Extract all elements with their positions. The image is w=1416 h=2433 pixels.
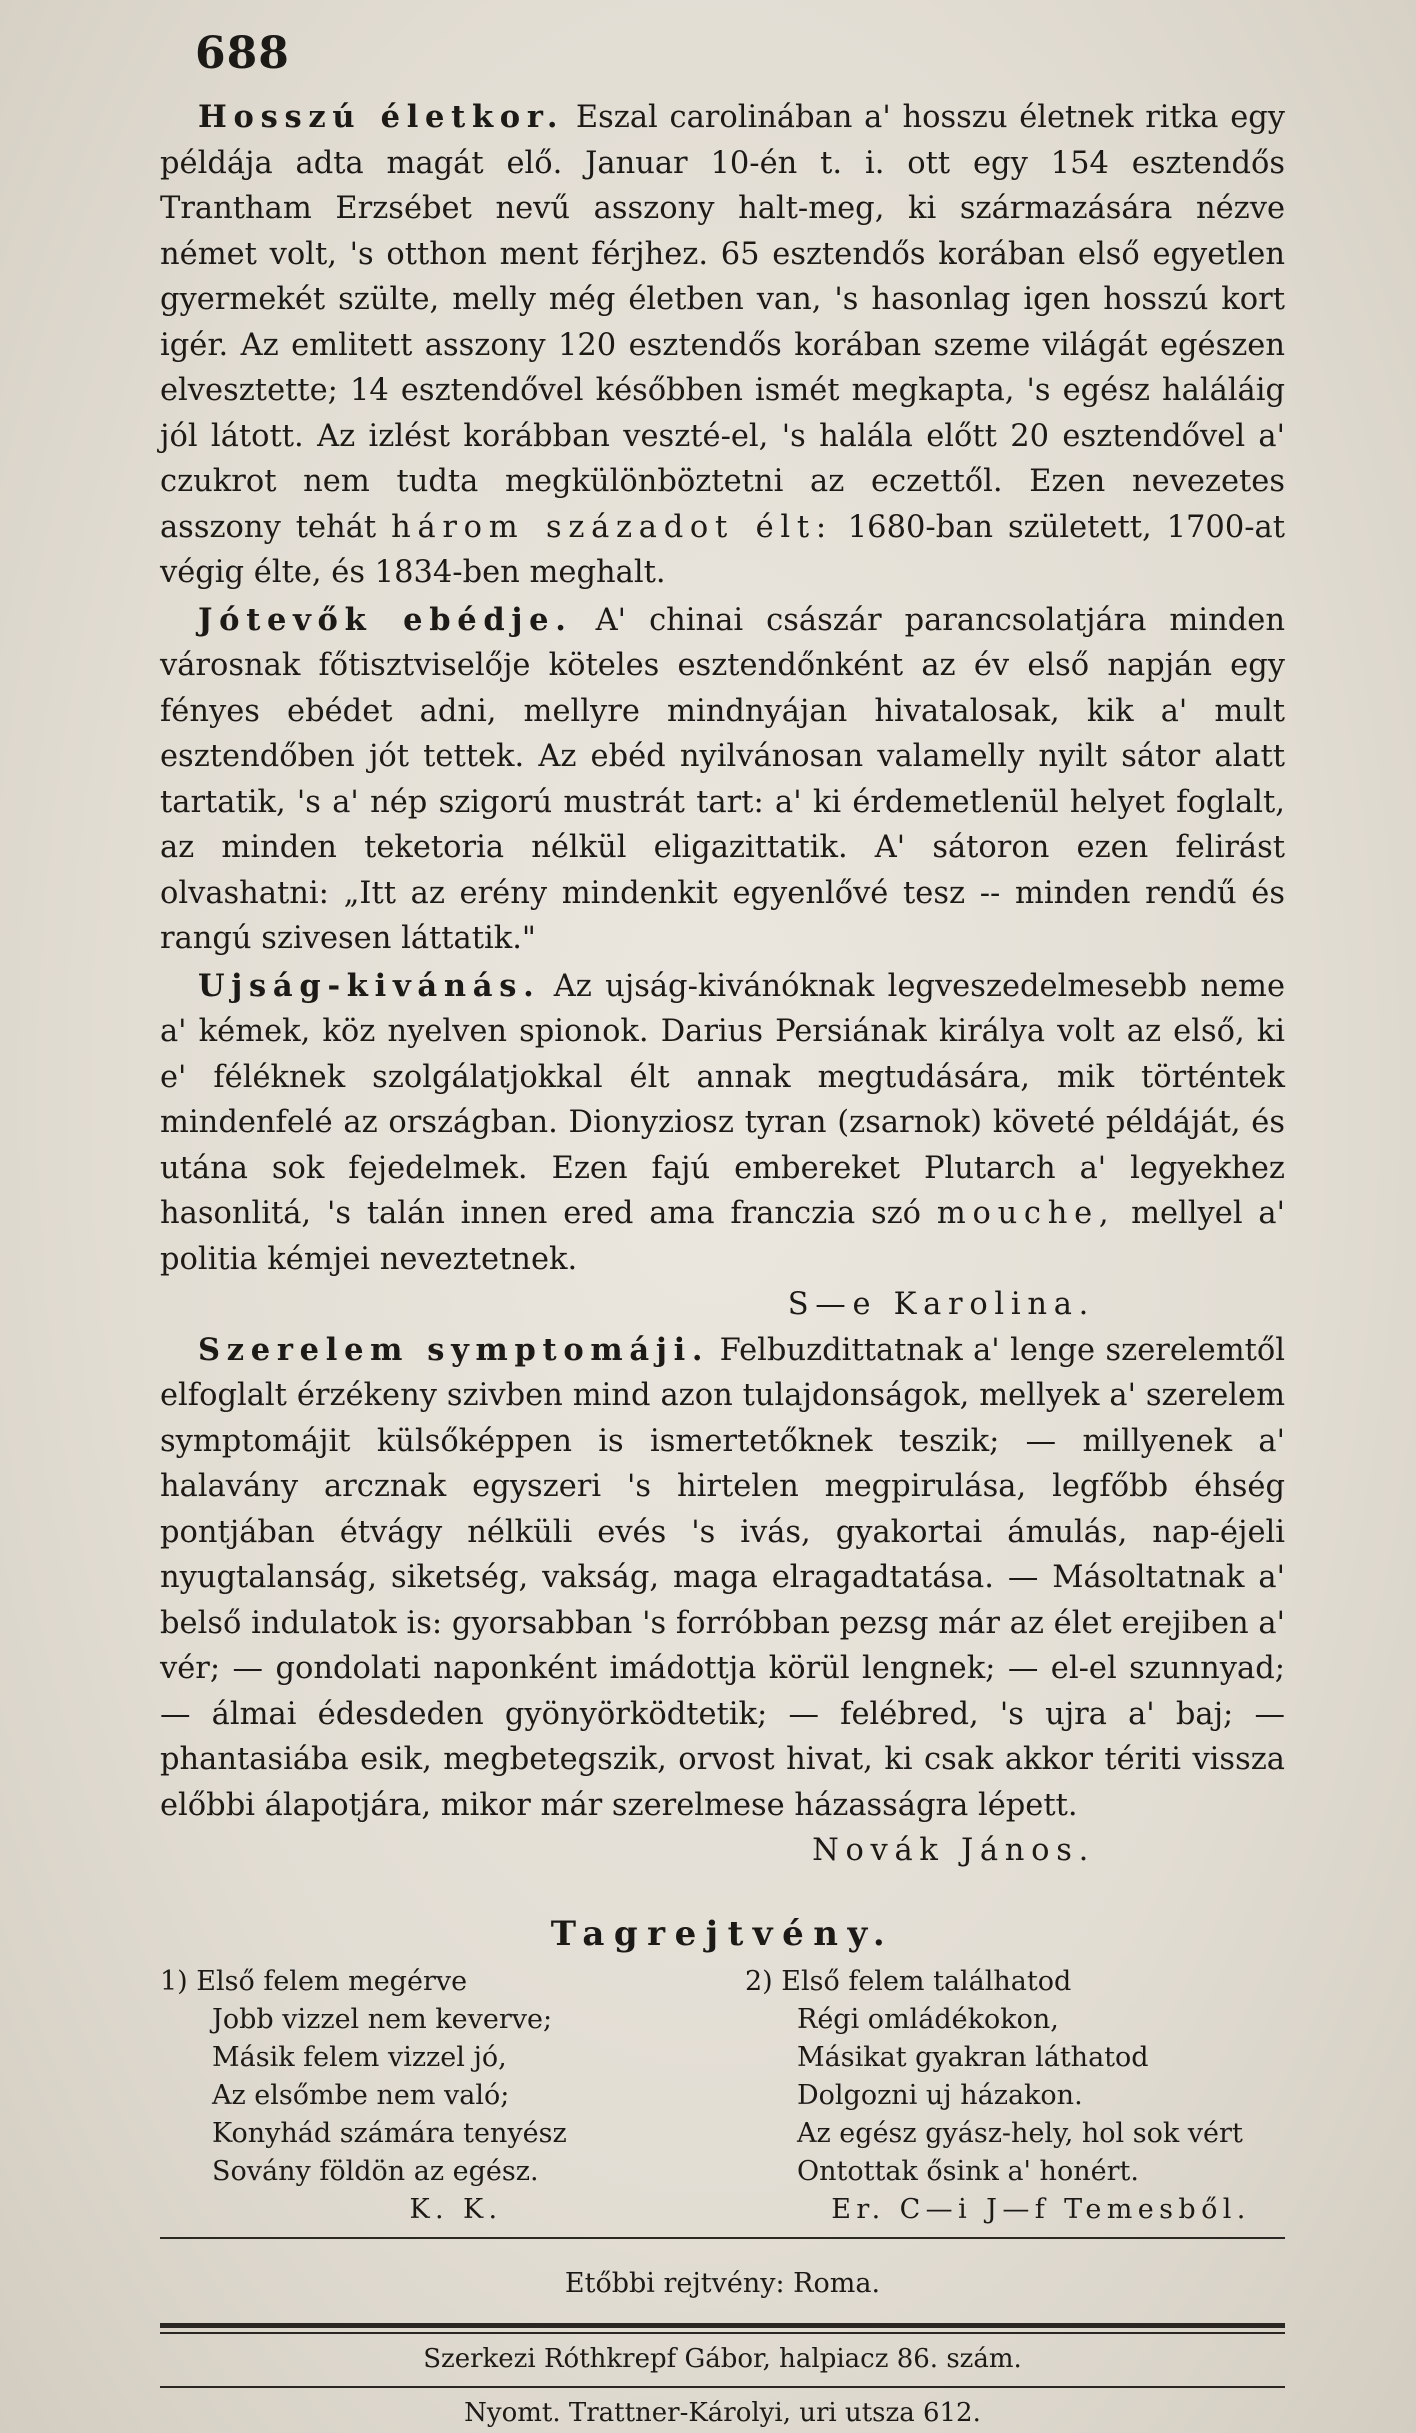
riddle-line: Másikat gyakran láthatod <box>797 2042 1149 2073</box>
riddle-author: Er. C—i J—f Temesből. <box>831 2194 1251 2225</box>
article-benefactors <box>160 598 1285 962</box>
article-title: Ujság-kivánás. <box>198 967 541 1004</box>
article-love-symptoms <box>160 1328 1285 1829</box>
article-body: Az ujság-kivánóknak legveszedelmesebb neme a' kémek, köz nyelven spionok. Darius Persiának királya volt az első, ki e' féléknek szolgálatjokkal élt annak megtudására, mik történtek mindenfelé az országban. Dionyziosz tyran (zsarnok) követé példáját, és utána sok fejedelmek. Ezen fajú embereket Plutarch a' legyekhez hasonlitá, 's talán innen ered ama franczia szó <box>160 968 1285 1231</box>
page-number: 688 <box>195 28 290 79</box>
riddle-line: 2) Első felem találhatod <box>745 1966 1072 1997</box>
article-title: Jótevők ebédje. <box>198 601 573 638</box>
imprint-printer: Nyomt. Trattner-Károlyi, uri utsza 612. <box>464 2397 981 2428</box>
riddle-line: 1) Első felem megérve <box>160 1966 468 1997</box>
riddle-right <box>745 1963 1285 2229</box>
previous-riddle: Etőbbi rejtvény: Roma. <box>564 2268 881 2299</box>
article-signature: S—e Karolina. <box>787 1287 1095 1322</box>
article-body: Felbuzdittatnak a' lenge szerelemtől elfoglalt érzékeny szivben mind azon tulajdonságok, mellyek a' szerelem symptomájit külsőképpen is ismertetőknek teszik; — millyenek a' halavány arcznak egyszeri 's hirtelen megpirulása, legfőbb éhség pontjában étvágy nélküli evés 's ivás, gyakortai ámulás, nap-éjeli nyugtalanság, siketség, vakság, maga elragadtatása. — Másoltatnak a' belső indulatok is: gyorsabban 's forróbban pezsg már az élet erejiben a' vér; — gondolati naponként imádottja körül lengnek; — el-el szunnyad; — álmai édesdeden gyönyörködtetik; — felébred, 's ujra a' baj; — phantasiába esik, megbetegszik, orvost hivat, ki csak akkor tériti vissza előbbi álapotjára, mikor már szerelmese házasságra lépett. <box>160 1332 1285 1823</box>
article-tail: mellyel a' politia kémjei neveztetnek. <box>160 1196 1285 1277</box>
riddle-line: Régi omládékokon, <box>797 2004 1059 2035</box>
riddle-line: Konyhád számára tenyész <box>212 2118 567 2149</box>
riddle-line: Dolgozni uj házakon. <box>797 2080 1083 2111</box>
riddle-line: Ontottak ősink a' honért. <box>797 2156 1139 2187</box>
divider <box>160 2386 1285 2388</box>
riddle-author: K. K. <box>409 2194 503 2225</box>
riddle-line: Sovány földön az egész. <box>212 2156 539 2187</box>
riddle-line: Az elsőmbe nem való; <box>212 2080 510 2111</box>
article-signature: Novák János. <box>812 1833 1095 1868</box>
divider-thick <box>160 2323 1285 2328</box>
riddle-line: Másik felem vizzel jó, <box>212 2042 507 2073</box>
divider-thin <box>160 2332 1285 2334</box>
article-body: Eszal carolinában a' hosszu életnek ritka egy példája adta magát elő. Januar 10-én t. i. ott egy 154 esztendős Trantham Erzsébet nevű asszony halt-meg, ki származására nézve német volt, 's otthon ment férjhez. 65 esztendős korában első egyetlen gyermekét szülte, melly még életben van, 's hasonlag igen hosszú kort igér. Az emlitett asszony 120 esztendős korában szeme világát egészen elvesztette; 14 esztendővel későbben ismét megkapta, 's egész haláláig jól látott. Az izlést korábban veszté-el, 's halála előtt 20 esztendővel a' czukrot nem tudta megkülönböztetni az eczettől. Ezen nevezetes asszony tehát <box>160 100 1285 545</box>
content <box>160 95 1285 2432</box>
article-tail: 1680-ban született, 1700-at végig élte, és 1834-ben meghalt. <box>160 509 1285 590</box>
article-emphasis: mouche, <box>936 1196 1116 1231</box>
riddle-title: Tagrejtvény. <box>550 1913 895 1954</box>
article-news-desire <box>160 964 1285 1283</box>
riddle-line: Az egész gyász-hely, hol sok vért <box>797 2118 1243 2149</box>
article-title: Hosszú életkor. <box>198 99 565 135</box>
imprint-editor: Szerkezi Róthkrepf Gábor, halpiacz 86. szám. <box>423 2343 1022 2374</box>
article-title: Szerelem symptomáji. <box>198 1331 710 1368</box>
article-longevity <box>160 95 1285 596</box>
divider <box>160 2237 1285 2239</box>
article-emphasis: három századot élt: <box>391 509 833 545</box>
riddle-line: Jobb vizzel nem keverve; <box>212 2004 553 2035</box>
riddle-left <box>160 1963 700 2229</box>
riddle <box>160 1963 1285 2229</box>
article-body: A' chinai császár parancsolatjára minden városnak főtisztviselője köteles esztendőnként az év első napján egy fényes ebédet adni, mellyre mindnyájan hivatalosak, kik a' mult esztendőben jót tettek. Az ebéd nyilvánosan valamelly nyilt sátor alatt tartatik, 's a' nép szigorú mustrát tart: a' ki érdemetlenül helyet foglalt, az minden teketoria nélkül eligazittatik. A' sátoron ezen felirást olvashatni: „Itt az erény mindenkit egyenlővé tesz -- minden rendű és rangú szivesen láttatik." <box>160 602 1285 956</box>
